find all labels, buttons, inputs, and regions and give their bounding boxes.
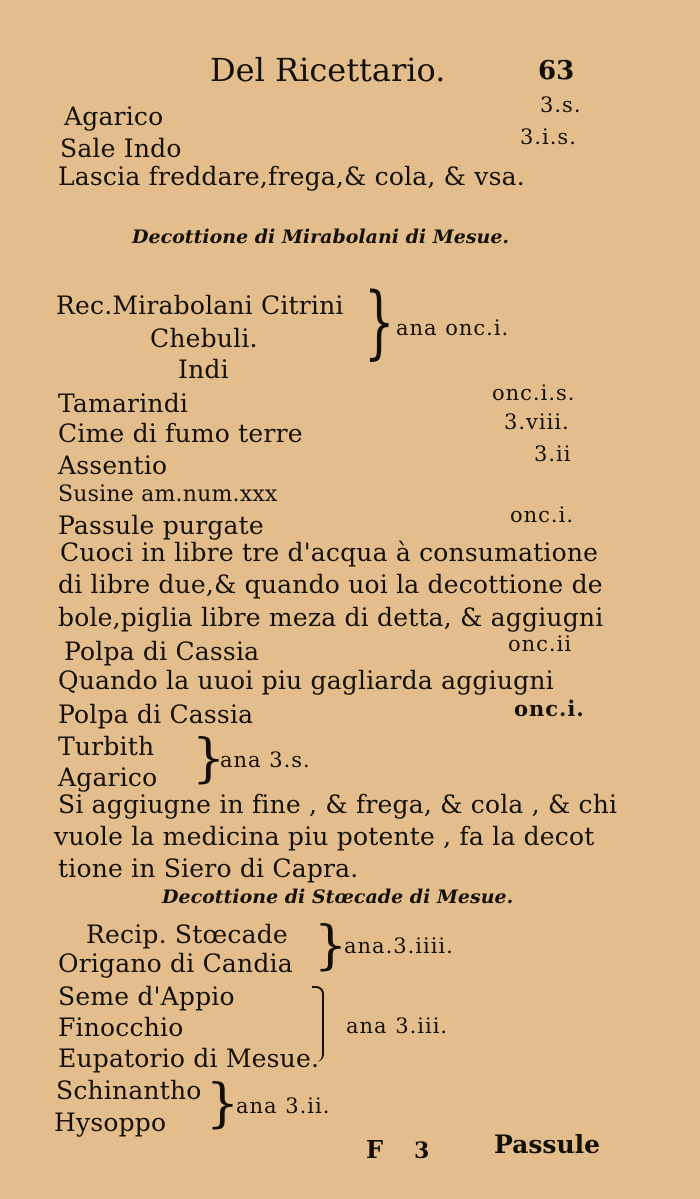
quantity-tamarindi: onc.i.s. — [492, 381, 576, 405]
ingredient-mirabolani-citrini: Rec.Mirabolani Citrini — [56, 291, 344, 320]
paragraph-line-3: bole,piglia libre meza di detta, & aggiugni — [58, 603, 604, 632]
ingredient-origano: Origano di Candia — [58, 949, 293, 978]
ingredient-agarico: Agarico — [64, 102, 164, 131]
paragraph2-line-1: Si aggiugne in fine , & frega, & cola , & chi — [58, 790, 618, 819]
signature-mark: F — [366, 1135, 384, 1164]
quantity-turbith: ana 3.s. — [220, 748, 311, 772]
section-heading-stoecade: Decottione di Stœcade di Mesue. — [162, 886, 514, 908]
brace-icon: } — [206, 1074, 240, 1134]
instruction-gagliarda: Quando la uuoi piu gagliarda aggiugni — [58, 666, 554, 695]
ingredient-schinantho: Schinantho — [56, 1076, 202, 1105]
ingredient-polpa-cassia-1: Polpa di Cassia — [64, 637, 260, 666]
ingredient-chebuli: Chebuli. — [150, 324, 258, 353]
ingredient-sale-indo: Sale Indo — [60, 134, 182, 163]
quantity-polpa-cassia-1: onc.ii — [508, 632, 573, 656]
brace-icon: } — [192, 729, 226, 789]
paragraph-line-1: Cuoci in libre tre d'acqua à consumatione — [60, 538, 599, 567]
ingredient-seme-appio: Seme d'Appio — [58, 982, 235, 1011]
brace-icon: } — [364, 275, 395, 368]
ingredient-eupatorio: Eupatorio di Mesue. — [58, 1044, 320, 1073]
page-number: 63 — [538, 56, 575, 86]
ingredient-hysoppo: Hysoppo — [54, 1108, 167, 1137]
quantity-agarico: 3.s. — [540, 93, 582, 117]
paragraph2-line-3: tione in Siero di Capra. — [58, 854, 359, 883]
bracket-icon — [312, 986, 324, 1062]
quantity-passule: onc.i. — [510, 503, 574, 527]
ingredient-tamarindi: Tamarindi — [58, 389, 189, 418]
quantity-cime-fumo-terre: 3.viii. — [504, 410, 570, 434]
ingredient-agarico-2: Agarico — [58, 763, 158, 792]
paragraph2-line-2: vuole la medicina piu potente , fa la decot — [54, 822, 595, 851]
ingredient-susine: Susine am.num.xxx — [58, 482, 278, 507]
quantity-sale-indo: 3.i.s. — [520, 125, 577, 149]
instruction-line: Lascia freddare,frega,& cola, & vsa. — [58, 162, 525, 191]
ingredient-assentio: Assentio — [58, 451, 168, 480]
running-head-title: Del Ricettario. — [210, 51, 446, 89]
ingredient-turbith: Turbith — [58, 732, 155, 761]
ingredient-polpa-cassia-2: Polpa di Cassia — [58, 700, 254, 729]
quantity-assentio: 3.ii — [534, 442, 572, 466]
quantity-stoecade: ana.3.iiii. — [344, 934, 454, 958]
ingredient-finocchio: Finocchio — [58, 1013, 184, 1042]
section-heading-mirabolani: Decottione di Mirabolani di Mesue. — [132, 226, 510, 248]
ingredient-indi: Indi — [178, 355, 229, 384]
quantity-schinantho: ana 3.ii. — [236, 1094, 331, 1118]
ingredient-cime-fumo-terre: Cime di fumo terre — [58, 419, 303, 448]
quantity-appio: ana 3.iii. — [346, 1014, 449, 1038]
signature-number: 3 — [414, 1138, 430, 1164]
quantity-polpa-cassia-2: onc.i. — [514, 696, 585, 721]
catchword: Passule — [494, 1130, 601, 1159]
ingredient-stoecade: Recip. Stœcade — [86, 920, 288, 949]
quantity-mirabolani: ana onc.i. — [396, 316, 510, 340]
paragraph-line-2: di libre due,& quando uoi la decottione de — [58, 570, 603, 599]
ingredient-passule: Passule purgate — [58, 511, 264, 540]
brace-icon: } — [314, 916, 348, 976]
